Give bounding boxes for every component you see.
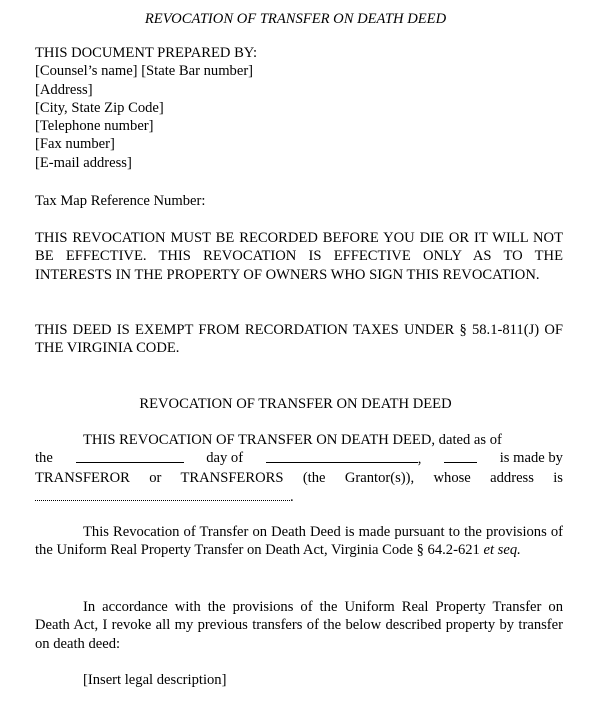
revocation-statement-paragraph: In accordance with the provisions of the Uniform Real Property Transfer on Death Act, I revoke all my previous transfers of the below described property by transfer on death deed: — [35, 599, 563, 652]
day-blank[interactable] — [76, 449, 184, 463]
recording-warning-paragraph: THIS REVOCATION MUST BE RECORDED BEFORE YOU DIE OR IT WILL NOT BE EFFECTIVE. THIS REVOCATION IS EFFECTIVE ONLY AS TO THE INTERESTS IN THE PROPERTY OF OWNERS WHO SIGN THIS REVOCATION. — [35, 230, 563, 283]
month-blank-group — [266, 449, 422, 468]
intro-the-word: the — [35, 450, 53, 467]
telephone-line: [Telephone number] — [35, 118, 154, 135]
intro-line-4-period: . — [290, 488, 294, 505]
revocation-intro-paragraph — [35, 431, 563, 506]
prepared-by-block — [35, 44, 257, 172]
fax-line: [Fax number] — [35, 136, 115, 153]
address-line: [Address] — [35, 81, 93, 98]
month-blank[interactable] — [266, 449, 418, 463]
intro-line-3: TRANSFEROR or TRANSFERORS (the Grantor(s)), whose address is — [35, 469, 563, 486]
intro-line-4 — [35, 487, 563, 506]
intro-line-2 — [35, 449, 563, 468]
statutory-basis-et-seq: et seq. — [483, 542, 521, 559]
document-header-title: REVOCATION OF TRANSFER ON DEATH DEED — [144, 11, 447, 27]
statutory-basis-paragraph — [35, 523, 563, 560]
legal-description-placeholder: [Insert legal description] — [83, 672, 227, 688]
intro-is-made-by: is made by — [499, 450, 563, 467]
intro-line-1-text: THIS REVOCATION OF TRANSFER ON DEATH DEED, dated as of — [83, 432, 502, 448]
city-state-zip-line: [City, State Zip Code] — [35, 99, 164, 116]
year-blank[interactable] — [444, 449, 477, 463]
intro-day-of-word: day of — [206, 450, 244, 467]
counsel-name-line: [Counsel’s name] [State Bar number] — [35, 63, 254, 80]
tax-exempt-paragraph: THIS DEED IS EXEMPT FROM RECORDATION TAXES UNDER § 58.1-811(J) OF THE VIRGINIA CODE. — [35, 322, 563, 357]
intro-line-1 — [35, 431, 563, 449]
section-title: REVOCATION OF TRANSFER ON DEATH DEED — [139, 396, 452, 412]
intro-comma: , — [417, 451, 422, 468]
prepared-by-heading: THIS DOCUMENT PREPARED BY: — [35, 45, 258, 61]
email-line: [E-mail address] — [35, 154, 132, 171]
tax-map-reference: Tax Map Reference Number: — [35, 193, 206, 209]
address-blank[interactable] — [35, 487, 290, 501]
statutory-basis-text: This Revocation of Transfer on Death Deed is made pursuant to the provisions of the Uniform Real Property Transfer on Death Act, Virginia Code § 64.2-621 — [35, 524, 563, 559]
